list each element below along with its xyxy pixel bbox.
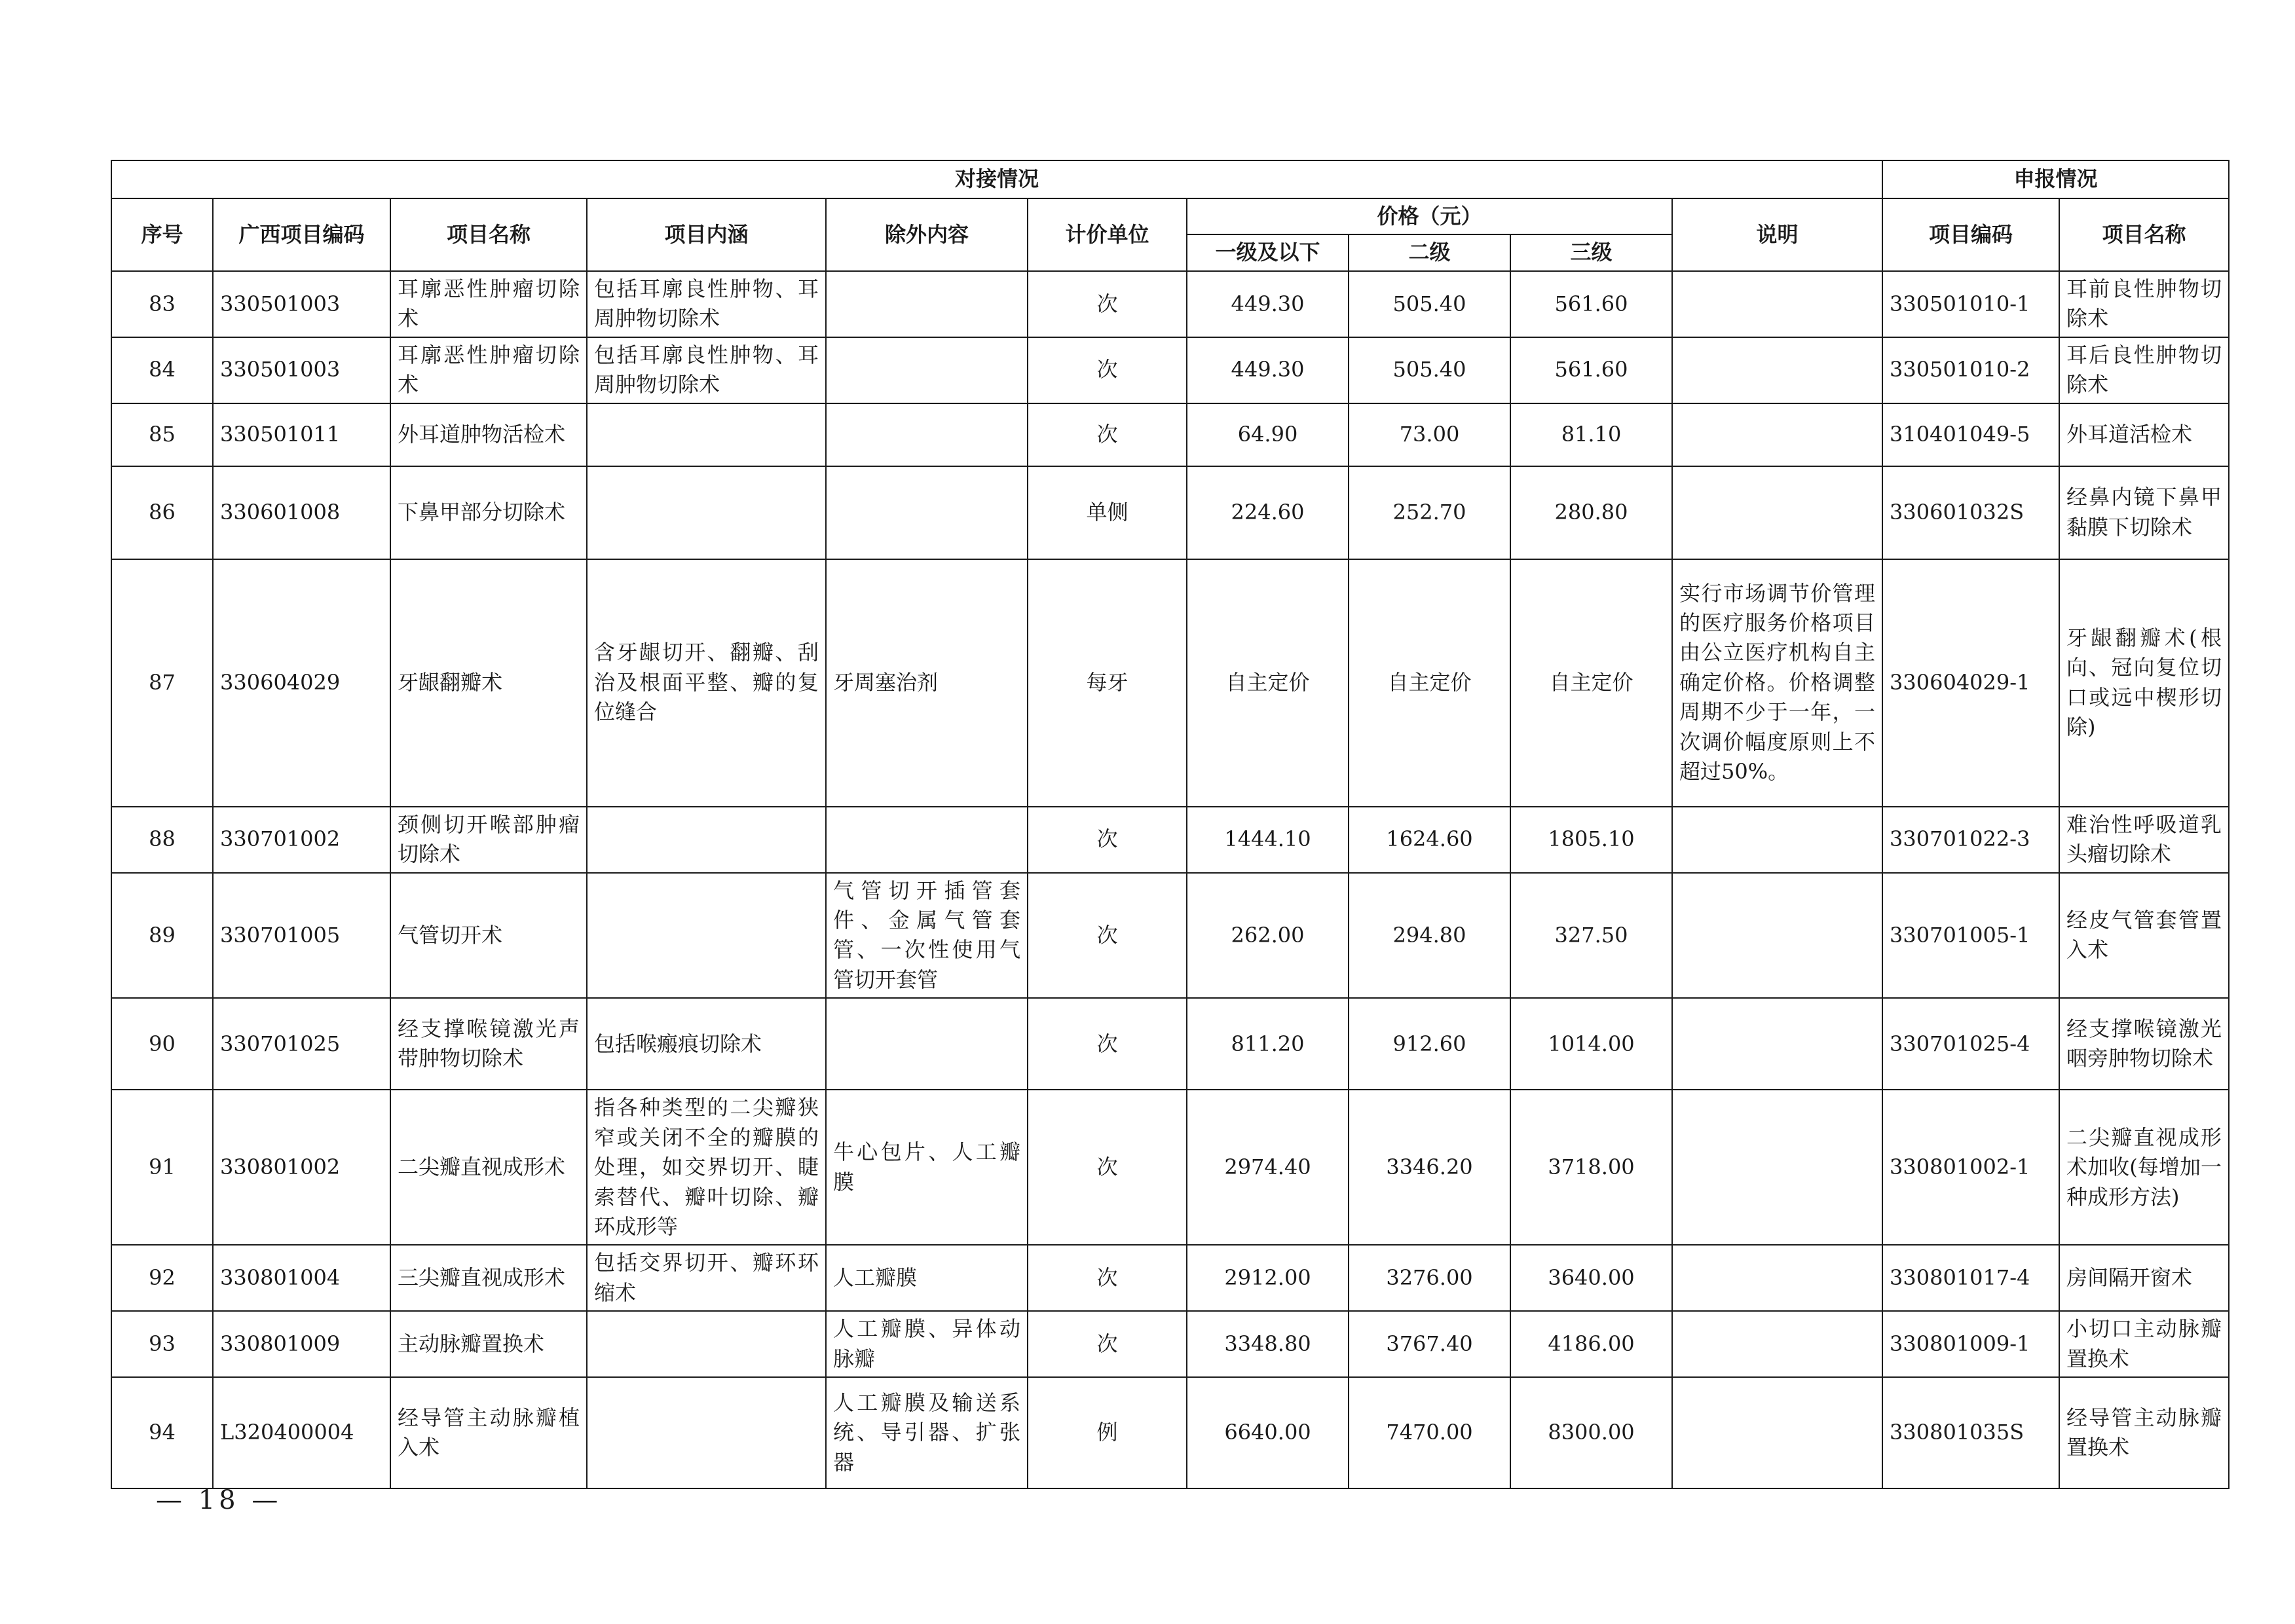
- cell-price-level1: 224.60: [1187, 466, 1349, 559]
- cell-decl-name: 牙龈翻瓣术(根向、冠向复位切口或远中楔形切除): [2059, 559, 2229, 807]
- page-number: — 18 —: [156, 1485, 282, 1515]
- cell-decl-code: 330801009-1: [1882, 1311, 2059, 1377]
- cell-note: [1672, 873, 1882, 999]
- cell-decl-code: 330501010-2: [1882, 337, 2059, 403]
- cell-price-level3: 4186.00: [1510, 1311, 1672, 1377]
- cell-seq: 88: [111, 807, 213, 873]
- cell-price-level1: 2974.40: [1187, 1090, 1349, 1245]
- cell-seq: 92: [111, 1245, 213, 1311]
- cell-unit: 次: [1028, 998, 1187, 1090]
- cell-price-level2: 912.60: [1349, 998, 1510, 1090]
- cell-name: 牙龈翻瓣术: [390, 559, 587, 807]
- cell-name: 颈侧切开喉部肿瘤切除术: [390, 807, 587, 873]
- cell-price-level3: 1014.00: [1510, 998, 1672, 1090]
- cell-content: 含牙龈切开、翻瓣、刮治及根面平整、瓣的复位缝合: [587, 559, 826, 807]
- cell-price-level2: 252.70: [1349, 466, 1510, 559]
- cell-note: 实行市场调节价管理的医疗服务价格项目由公立医疗机构自主确定价格。价格调整周期不少于一年，一次调价幅度原则上不超过50%。: [1672, 559, 1882, 807]
- cell-price-level3: 3718.00: [1510, 1090, 1672, 1245]
- cell-price-level1: 449.30: [1187, 337, 1349, 403]
- cell-note: [1672, 466, 1882, 559]
- cell-content: [587, 1377, 826, 1488]
- cell-exclusions: [826, 403, 1028, 466]
- cell-decl-code: 330801002-1: [1882, 1090, 2059, 1245]
- cell-gx-code: 330604029: [213, 559, 390, 807]
- cell-gx-code: 330501011: [213, 403, 390, 466]
- table-row: [111, 403, 2229, 466]
- cell-decl-code: 330501010-1: [1882, 271, 2059, 337]
- cell-price-level3: 81.10: [1510, 403, 1672, 466]
- cell-exclusions: [826, 998, 1028, 1090]
- cell-note: [1672, 271, 1882, 337]
- cell-decl-code: 330801035S: [1882, 1377, 2059, 1488]
- cell-price-level3: 561.60: [1510, 271, 1672, 337]
- cell-unit: 单侧: [1028, 466, 1187, 559]
- header-name: 项目名称: [390, 198, 587, 271]
- cell-decl-name: 小切口主动脉瓣置换术: [2059, 1311, 2229, 1377]
- cell-gx-code: 330501003: [213, 337, 390, 403]
- cell-price-level2: 73.00: [1349, 403, 1510, 466]
- header-group-declaration: 申报情况: [1882, 160, 2229, 198]
- cell-unit: 例: [1028, 1377, 1187, 1488]
- cell-price-level1: 449.30: [1187, 271, 1349, 337]
- cell-price-level2: 7470.00: [1349, 1377, 1510, 1488]
- cell-content: [587, 466, 826, 559]
- cell-note: [1672, 403, 1882, 466]
- cell-price-level3: 3640.00: [1510, 1245, 1672, 1311]
- cell-exclusions: 牛心包片、人工瓣膜: [826, 1090, 1028, 1245]
- table-row: [111, 998, 2229, 1090]
- cell-gx-code: L320400004: [213, 1377, 390, 1488]
- cell-note: [1672, 1090, 1882, 1245]
- cell-decl-name: 经鼻内镜下鼻甲黏膜下切除术: [2059, 466, 2229, 559]
- cell-seq: 93: [111, 1311, 213, 1377]
- price-table: [111, 160, 2230, 1489]
- cell-price-level1: 64.90: [1187, 403, 1349, 466]
- cell-price-level2: 3767.40: [1349, 1311, 1510, 1377]
- cell-note: [1672, 1311, 1882, 1377]
- cell-content: [587, 1311, 826, 1377]
- table-row: [111, 1245, 2229, 1311]
- cell-decl-code: 330701022-3: [1882, 807, 2059, 873]
- header-content: 项目内涵: [587, 198, 826, 271]
- cell-price-level3: 280.80: [1510, 466, 1672, 559]
- cell-exclusions: 牙周塞治剂: [826, 559, 1028, 807]
- cell-gx-code: 330701002: [213, 807, 390, 873]
- cell-content: 包括喉瘢痕切除术: [587, 998, 826, 1090]
- cell-note: [1672, 807, 1882, 873]
- cell-price-level3: 自主定价: [1510, 559, 1672, 807]
- cell-name: 耳廓恶性肿瘤切除术: [390, 271, 587, 337]
- cell-unit: 次: [1028, 1090, 1187, 1245]
- cell-price-level1: 262.00: [1187, 873, 1349, 999]
- cell-content: 包括耳廓良性肿物、耳周肿物切除术: [587, 271, 826, 337]
- cell-name: 主动脉瓣置换术: [390, 1311, 587, 1377]
- cell-unit: 次: [1028, 873, 1187, 999]
- table-row: [111, 1311, 2229, 1377]
- cell-price-level2: 3346.20: [1349, 1090, 1510, 1245]
- cell-name: 经支撑喉镜激光声带肿物切除术: [390, 998, 587, 1090]
- cell-name: 下鼻甲部分切除术: [390, 466, 587, 559]
- cell-decl-name: 经支撑喉镜激光咽旁肿物切除术: [2059, 998, 2229, 1090]
- cell-seq: 87: [111, 559, 213, 807]
- cell-price-level1: 811.20: [1187, 998, 1349, 1090]
- table-row: [111, 1377, 2229, 1488]
- cell-unit: 次: [1028, 1245, 1187, 1311]
- cell-name: 三尖瓣直视成形术: [390, 1245, 587, 1311]
- table-row: [111, 466, 2229, 559]
- header-group-docking: 对接情况: [111, 160, 1882, 198]
- cell-unit: 每牙: [1028, 559, 1187, 807]
- cell-content: [587, 873, 826, 999]
- table-row: [111, 337, 2229, 403]
- cell-decl-name: 房间隔开窗术: [2059, 1245, 2229, 1311]
- cell-decl-name: 经导管主动脉瓣置换术: [2059, 1377, 2229, 1488]
- cell-price-level1: 3348.80: [1187, 1311, 1349, 1377]
- cell-price-level2: 1624.60: [1349, 807, 1510, 873]
- table-row: [111, 1090, 2229, 1245]
- cell-price-level1: 6640.00: [1187, 1377, 1349, 1488]
- header-price-group: 价格（元）: [1187, 198, 1672, 234]
- cell-note: [1672, 1377, 1882, 1488]
- cell-seq: 85: [111, 403, 213, 466]
- header-decl-name: 项目名称: [2059, 198, 2229, 271]
- header-level2: 二级: [1349, 234, 1510, 270]
- cell-note: [1672, 1245, 1882, 1311]
- cell-decl-code: 330701005-1: [1882, 873, 2059, 999]
- header-level1: 一级及以下: [1187, 234, 1349, 270]
- header-unit: 计价单位: [1028, 198, 1187, 271]
- cell-content: 包括耳廓良性肿物、耳周肿物切除术: [587, 337, 826, 403]
- cell-price-level3: 1805.10: [1510, 807, 1672, 873]
- cell-note: [1672, 337, 1882, 403]
- cell-name: 外耳道肿物活检术: [390, 403, 587, 466]
- cell-decl-code: 330701025-4: [1882, 998, 2059, 1090]
- cell-gx-code: 330501003: [213, 271, 390, 337]
- cell-price-level2: 自主定价: [1349, 559, 1510, 807]
- cell-exclusions: 人工瓣膜、异体动脉瓣: [826, 1311, 1028, 1377]
- cell-content: 指各种类型的二尖瓣狭窄或关闭不全的瓣膜的处理，如交界切开、睫索替代、瓣叶切除、瓣环成形等: [587, 1090, 826, 1245]
- cell-unit: 次: [1028, 337, 1187, 403]
- table-row: [111, 807, 2229, 873]
- cell-price-level1: 自主定价: [1187, 559, 1349, 807]
- header-seq: 序号: [111, 198, 213, 271]
- cell-decl-name: 二尖瓣直视成形术加收(每增加一种成形方法): [2059, 1090, 2229, 1245]
- cell-price-level2: 505.40: [1349, 337, 1510, 403]
- cell-gx-code: 330801004: [213, 1245, 390, 1311]
- cell-exclusions: 气管切开插管套件、金属气管套管、一次性使用气管切开套管: [826, 873, 1028, 999]
- cell-exclusions: [826, 337, 1028, 403]
- cell-decl-code: 330601032S: [1882, 466, 2059, 559]
- cell-name: 经导管主动脉瓣植入术: [390, 1377, 587, 1488]
- cell-seq: 90: [111, 998, 213, 1090]
- header-decl-code: 项目编码: [1882, 198, 2059, 271]
- table-row: [111, 271, 2229, 337]
- cell-unit: 次: [1028, 807, 1187, 873]
- cell-decl-code: 310401049-5: [1882, 403, 2059, 466]
- cell-seq: 83: [111, 271, 213, 337]
- cell-price-level1: 2912.00: [1187, 1245, 1349, 1311]
- cell-decl-name: 耳前良性肿物切除术: [2059, 271, 2229, 337]
- table-header: [111, 160, 2229, 271]
- cell-exclusions: [826, 466, 1028, 559]
- cell-price-level3: 327.50: [1510, 873, 1672, 999]
- cell-seq: 89: [111, 873, 213, 999]
- cell-content: [587, 807, 826, 873]
- cell-name: 气管切开术: [390, 873, 587, 999]
- cell-gx-code: 330701025: [213, 998, 390, 1090]
- cell-unit: 次: [1028, 271, 1187, 337]
- cell-price-level3: 8300.00: [1510, 1377, 1672, 1488]
- cell-decl-code: 330801017-4: [1882, 1245, 2059, 1311]
- table-row: [111, 559, 2229, 807]
- cell-seq: 84: [111, 337, 213, 403]
- cell-seq: 94: [111, 1377, 213, 1488]
- cell-price-level1: 1444.10: [1187, 807, 1349, 873]
- cell-price-level2: 294.80: [1349, 873, 1510, 999]
- cell-name: 二尖瓣直视成形术: [390, 1090, 587, 1245]
- cell-note: [1672, 998, 1882, 1090]
- cell-price-level2: 505.40: [1349, 271, 1510, 337]
- cell-content: [587, 403, 826, 466]
- cell-gx-code: 330801009: [213, 1311, 390, 1377]
- cell-content: 包括交界切开、瓣环环缩术: [587, 1245, 826, 1311]
- cell-price-level2: 3276.00: [1349, 1245, 1510, 1311]
- cell-exclusions: 人工瓣膜: [826, 1245, 1028, 1311]
- header-gx-code: 广西项目编码: [213, 198, 390, 271]
- cell-decl-name: 难治性呼吸道乳头瘤切除术: [2059, 807, 2229, 873]
- cell-decl-name: 外耳道活检术: [2059, 403, 2229, 466]
- table-body: [111, 271, 2229, 1488]
- cell-decl-name: 经皮气管套管置入术: [2059, 873, 2229, 999]
- cell-exclusions: 人工瓣膜及输送系统、导引器、扩张器: [826, 1377, 1028, 1488]
- cell-gx-code: 330601008: [213, 466, 390, 559]
- header-exclusions: 除外内容: [826, 198, 1028, 271]
- cell-exclusions: [826, 271, 1028, 337]
- header-note: 说明: [1672, 198, 1882, 271]
- cell-price-level3: 561.60: [1510, 337, 1672, 403]
- cell-gx-code: 330701005: [213, 873, 390, 999]
- table-row: [111, 873, 2229, 999]
- cell-decl-name: 耳后良性肿物切除术: [2059, 337, 2229, 403]
- cell-unit: 次: [1028, 403, 1187, 466]
- cell-seq: 91: [111, 1090, 213, 1245]
- cell-seq: 86: [111, 466, 213, 559]
- cell-exclusions: [826, 807, 1028, 873]
- cell-gx-code: 330801002: [213, 1090, 390, 1245]
- cell-decl-code: 330604029-1: [1882, 559, 2059, 807]
- cell-unit: 次: [1028, 1311, 1187, 1377]
- header-level3: 三级: [1510, 234, 1672, 270]
- cell-name: 耳廓恶性肿瘤切除术: [390, 337, 587, 403]
